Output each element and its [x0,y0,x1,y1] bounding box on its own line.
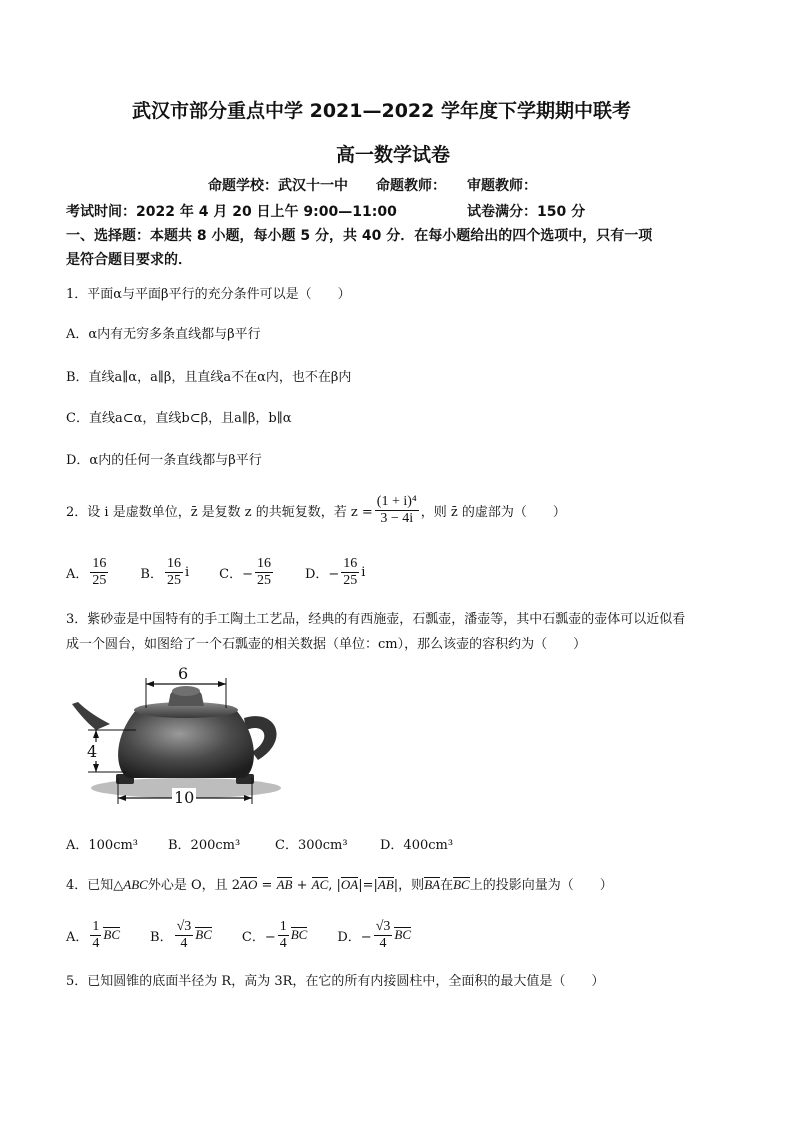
q4-d-label: D．− [337,929,372,945]
q2-d-num: 16 [343,555,358,571]
q4-eq: = [257,878,277,893]
dim-left-label: 4 [87,742,98,761]
q4-c-num: 1 [279,918,287,934]
exam-subtitle: 高一数学试卷 [336,144,451,166]
q3-stem-line2: 成一个圆台，如图给了一个石瓢壶的相关数据（单位：cm），那么该壶的容积约为（ ） [66,637,587,652]
q4-b-vec: BC [195,927,212,942]
q2-c-den: 25 [256,572,271,588]
q2-a-den: 25 [92,572,107,588]
q4-a-label: A． [66,929,89,945]
exam-score: 试卷满分：150 分 [467,204,586,220]
q3-stem-line1: 3．紫砂壶是中国特有的手工陶土工艺品，经典的有西施壶，石瓢壶，潘壶等，其中石瓢壶的壶体可以近似看 [66,612,686,627]
q4-vec-ab2: AB [377,877,394,892]
q2-options [66,552,365,592]
q4-b-label: B． [150,929,173,945]
q3-option-d: D．400cm³ [380,838,454,853]
q2-stem [66,490,566,530]
q4-d-frac [374,919,393,952]
q2-fraction-numerator: (1 + i)⁴ [376,493,417,509]
exam-time: 考试时间：2022 年 4 月 20 日上午 9:00—11:00 [66,204,397,220]
q2-option-d-label: D．− [304,566,340,582]
q4-vec-ac: AC [311,877,329,892]
q3-option-a: A．100cm³ [66,838,139,853]
q2-c-num: 16 [256,555,271,571]
q2-option-b-label: B． [140,566,163,582]
q4-stem [66,874,613,893]
q4-b-den: 4 [180,935,188,951]
q4-vec-ba: BA [424,877,441,892]
q2-fraction-denominator: 3 − 4i [380,510,414,526]
q4-text-c: |，则 [393,878,425,893]
q4-options [66,914,411,956]
q4-vec-ab: AB [276,877,293,892]
q2-a-num: 16 [92,555,107,571]
q2-b-num: 16 [166,555,181,571]
q4-a-vec: BC [103,927,121,942]
q1-stem: 1．平面α与平面β平行的充分条件可以是（ ） [66,287,351,302]
q2-option-b-suffix: i [184,564,190,580]
q4-a-num: 1 [92,918,100,934]
q4-sep: , | [328,878,341,893]
q2-d-den: 25 [343,572,358,588]
q4-b-frac [175,919,194,952]
q2-option-c-label: C．− [219,566,253,582]
q1-option-a: A．α内有无穷多条直线都与β平行 [66,327,261,342]
q4-mid: |=| [358,878,378,893]
q4-c-frac [278,919,289,952]
q4-c-den: 4 [279,935,287,951]
q4-c-label: C．− [241,929,276,945]
q2-option-d-suffix: i [361,564,366,580]
q4-d-vec: BC [394,927,411,942]
q4-text-d: 在 [440,878,454,893]
q1-option-d: D．α内的任何一条直线都与β平行 [66,453,262,468]
exam-title: 武汉市部分重点中学 2021—2022 学年度下学期期中联考 [132,100,631,122]
dim-top-label: 6 [178,664,189,683]
teapot-figure [66,660,286,810]
q2-option-a-label: A． [66,566,89,582]
q4-a-den: 4 [92,935,100,951]
q4-a-frac [90,919,101,952]
q4-vec-bc: BC [453,877,470,892]
q4-vec-oa: OA [340,877,359,892]
q4-plus: + [292,878,312,893]
q4-vec-ao: AO [240,877,258,892]
exam-authors: 命题学校：武汉十一中 命题教师： 审题教师： [208,178,537,194]
q4-text-a: 4．已知 [66,878,114,893]
q2-fraction [375,494,419,527]
q2-option-c-frac [255,556,273,589]
q4-d-den: 4 [379,935,387,951]
q4-c-vec: BC [290,927,308,942]
section-heading-line1: 一、选择题：本题共 8 小题，每小题 5 分，共 40 分．在每小题给出的四个选项中，只有一项 [66,228,653,244]
q2-b-den: 25 [166,572,181,588]
q2-stem-text-a: 2．设 i 是虚数单位，z̄ 是复数 z 的共轭复数，若 z = [66,504,373,520]
q1-option-b: B．直线a∥α，a∥β，且直线a不在α内，也不在β内 [66,370,352,385]
dim-bottom-label: 10 [174,788,195,807]
q2-option-a-frac [90,556,108,589]
q4-triangle: △ABC [113,877,148,892]
q3-option-c: C．300cm³ [275,838,348,853]
q1-option-c: C．直线a⊂α，直线b⊂β，且a∥β，b∥α [66,411,292,426]
q2-option-d-frac [341,556,359,589]
q4-text-b: 外心是 O，且 2 [147,878,241,893]
q3-option-b: B．200cm³ [168,838,241,853]
q5-stem: 5．已知圆锥的底面半径为 R，高为 3R，在它的所有内接圆柱中，全面积的最大值是（ ） [66,974,605,989]
q2-option-b-frac [165,556,183,589]
section-heading-line2: 是符合题目要求的． [66,252,192,268]
q4-text-e: 上的投影向量为（ ） [469,878,613,893]
q2-stem-text-b: ，则 z̄ 的虚部为（ ） [420,504,566,520]
q4-d-num: √3 [375,918,391,934]
q4-b-num: √3 [176,918,192,934]
